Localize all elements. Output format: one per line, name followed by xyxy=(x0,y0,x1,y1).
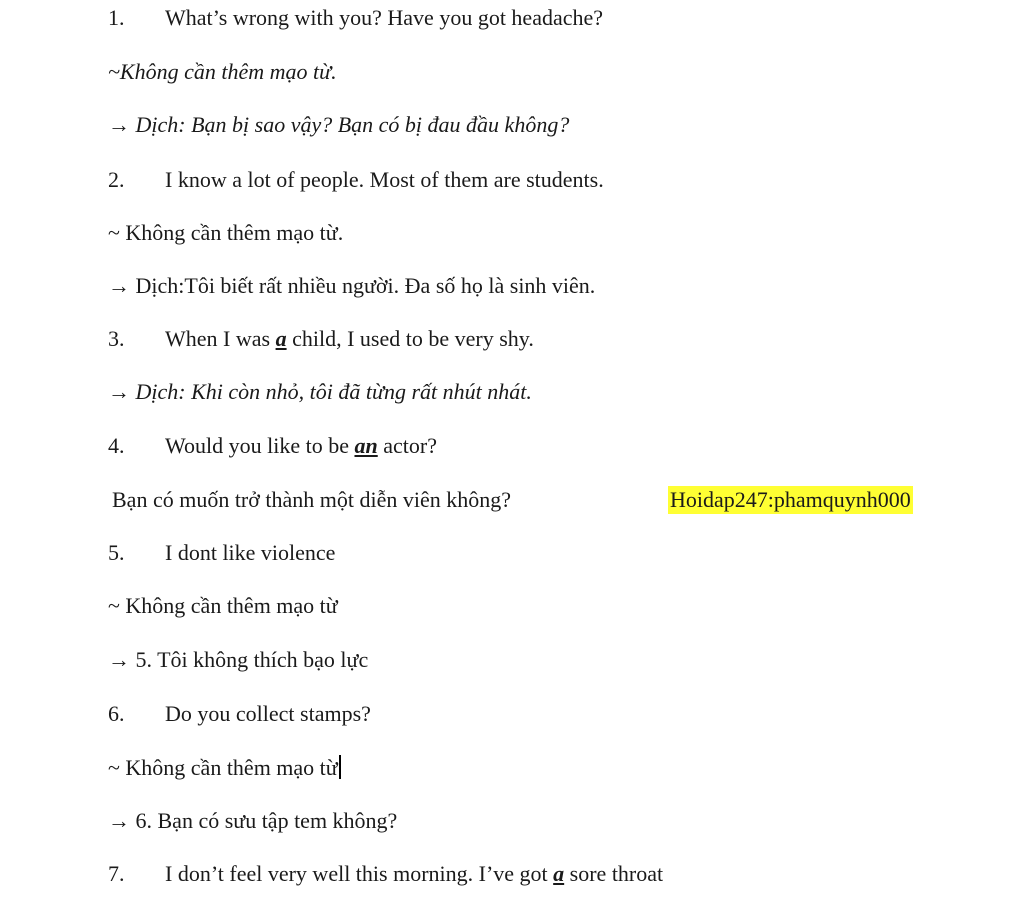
arrow-icon: → xyxy=(108,112,130,137)
text-cursor xyxy=(339,755,341,779)
note-line xyxy=(108,58,337,86)
question-number: 4. xyxy=(108,433,125,458)
question-7 xyxy=(108,860,663,888)
question-2 xyxy=(108,166,604,194)
translation-text: Dịch: Bạn bị sao vậy? Bạn có bị đau đầu không? xyxy=(135,112,570,137)
note-line xyxy=(108,754,341,782)
question-text: What’s wrong with you? Have you got headache? xyxy=(165,5,604,30)
question-number: 1. xyxy=(108,5,125,30)
translation-line xyxy=(108,807,397,835)
translation-text: 5. Tôi không thích bạo lực xyxy=(135,647,369,672)
question-text-post: child, I used to be very shy. xyxy=(286,326,534,351)
question-text-pre: I don’t feel very well this morning. I’ve got xyxy=(165,861,554,886)
question-text: I dont like violence xyxy=(165,540,336,565)
question-text: Do you collect stamps? xyxy=(165,701,371,726)
question-text-post: actor? xyxy=(377,433,437,458)
arrow-icon: → xyxy=(108,808,130,833)
question-5 xyxy=(108,539,335,567)
answer-article: an xyxy=(354,433,378,458)
question-1 xyxy=(108,4,603,32)
translation-text: 6. Bạn có sưu tập tem không? xyxy=(135,808,398,833)
question-number: 6. xyxy=(108,701,125,726)
answer-article: a xyxy=(553,861,565,886)
watermark-highlight xyxy=(668,486,913,514)
note-line xyxy=(108,219,343,247)
question-number: 5. xyxy=(108,540,125,565)
arrow-icon: → xyxy=(108,379,130,404)
translation-text: Dịch: Khi còn nhỏ, tôi đã từng rất nhút nhát. xyxy=(135,379,532,404)
translation-text: Dịch:Tôi biết rất nhiều người. Đa số họ là sinh viên. xyxy=(135,273,596,298)
question-number: 2. xyxy=(108,167,125,192)
question-text-post: sore throat xyxy=(564,861,664,886)
answer-article: a xyxy=(275,326,287,351)
question-4 xyxy=(108,432,437,460)
note-text: ~Không cần thêm mạo từ. xyxy=(108,59,337,84)
translation-line xyxy=(108,272,595,300)
question-number: 3. xyxy=(108,326,125,351)
question-text-pre: Would you like to be xyxy=(165,433,355,458)
note-text: ~ Không cần thêm mạo từ xyxy=(108,593,338,618)
arrow-icon: → xyxy=(108,273,130,298)
note-line xyxy=(108,592,338,620)
translation-line xyxy=(112,486,511,514)
question-text: I know a lot of people. Most of them are students. xyxy=(165,167,604,192)
question-number: 7. xyxy=(108,861,125,886)
question-text-pre: When I was xyxy=(165,326,276,351)
question-3 xyxy=(108,325,534,353)
arrow-icon: → xyxy=(108,647,130,672)
translation-text: Bạn có muốn trở thành một diễn viên không? xyxy=(112,487,512,512)
translation-line xyxy=(108,646,368,674)
translation-line xyxy=(108,378,532,406)
note-text: ~ Không cần thêm mạo từ xyxy=(108,755,338,780)
question-6 xyxy=(108,700,371,728)
translation-line xyxy=(108,111,569,139)
watermark-text: Hoidap247:phamquynh000 xyxy=(670,487,911,512)
note-text: ~ Không cần thêm mạo từ. xyxy=(108,220,344,245)
